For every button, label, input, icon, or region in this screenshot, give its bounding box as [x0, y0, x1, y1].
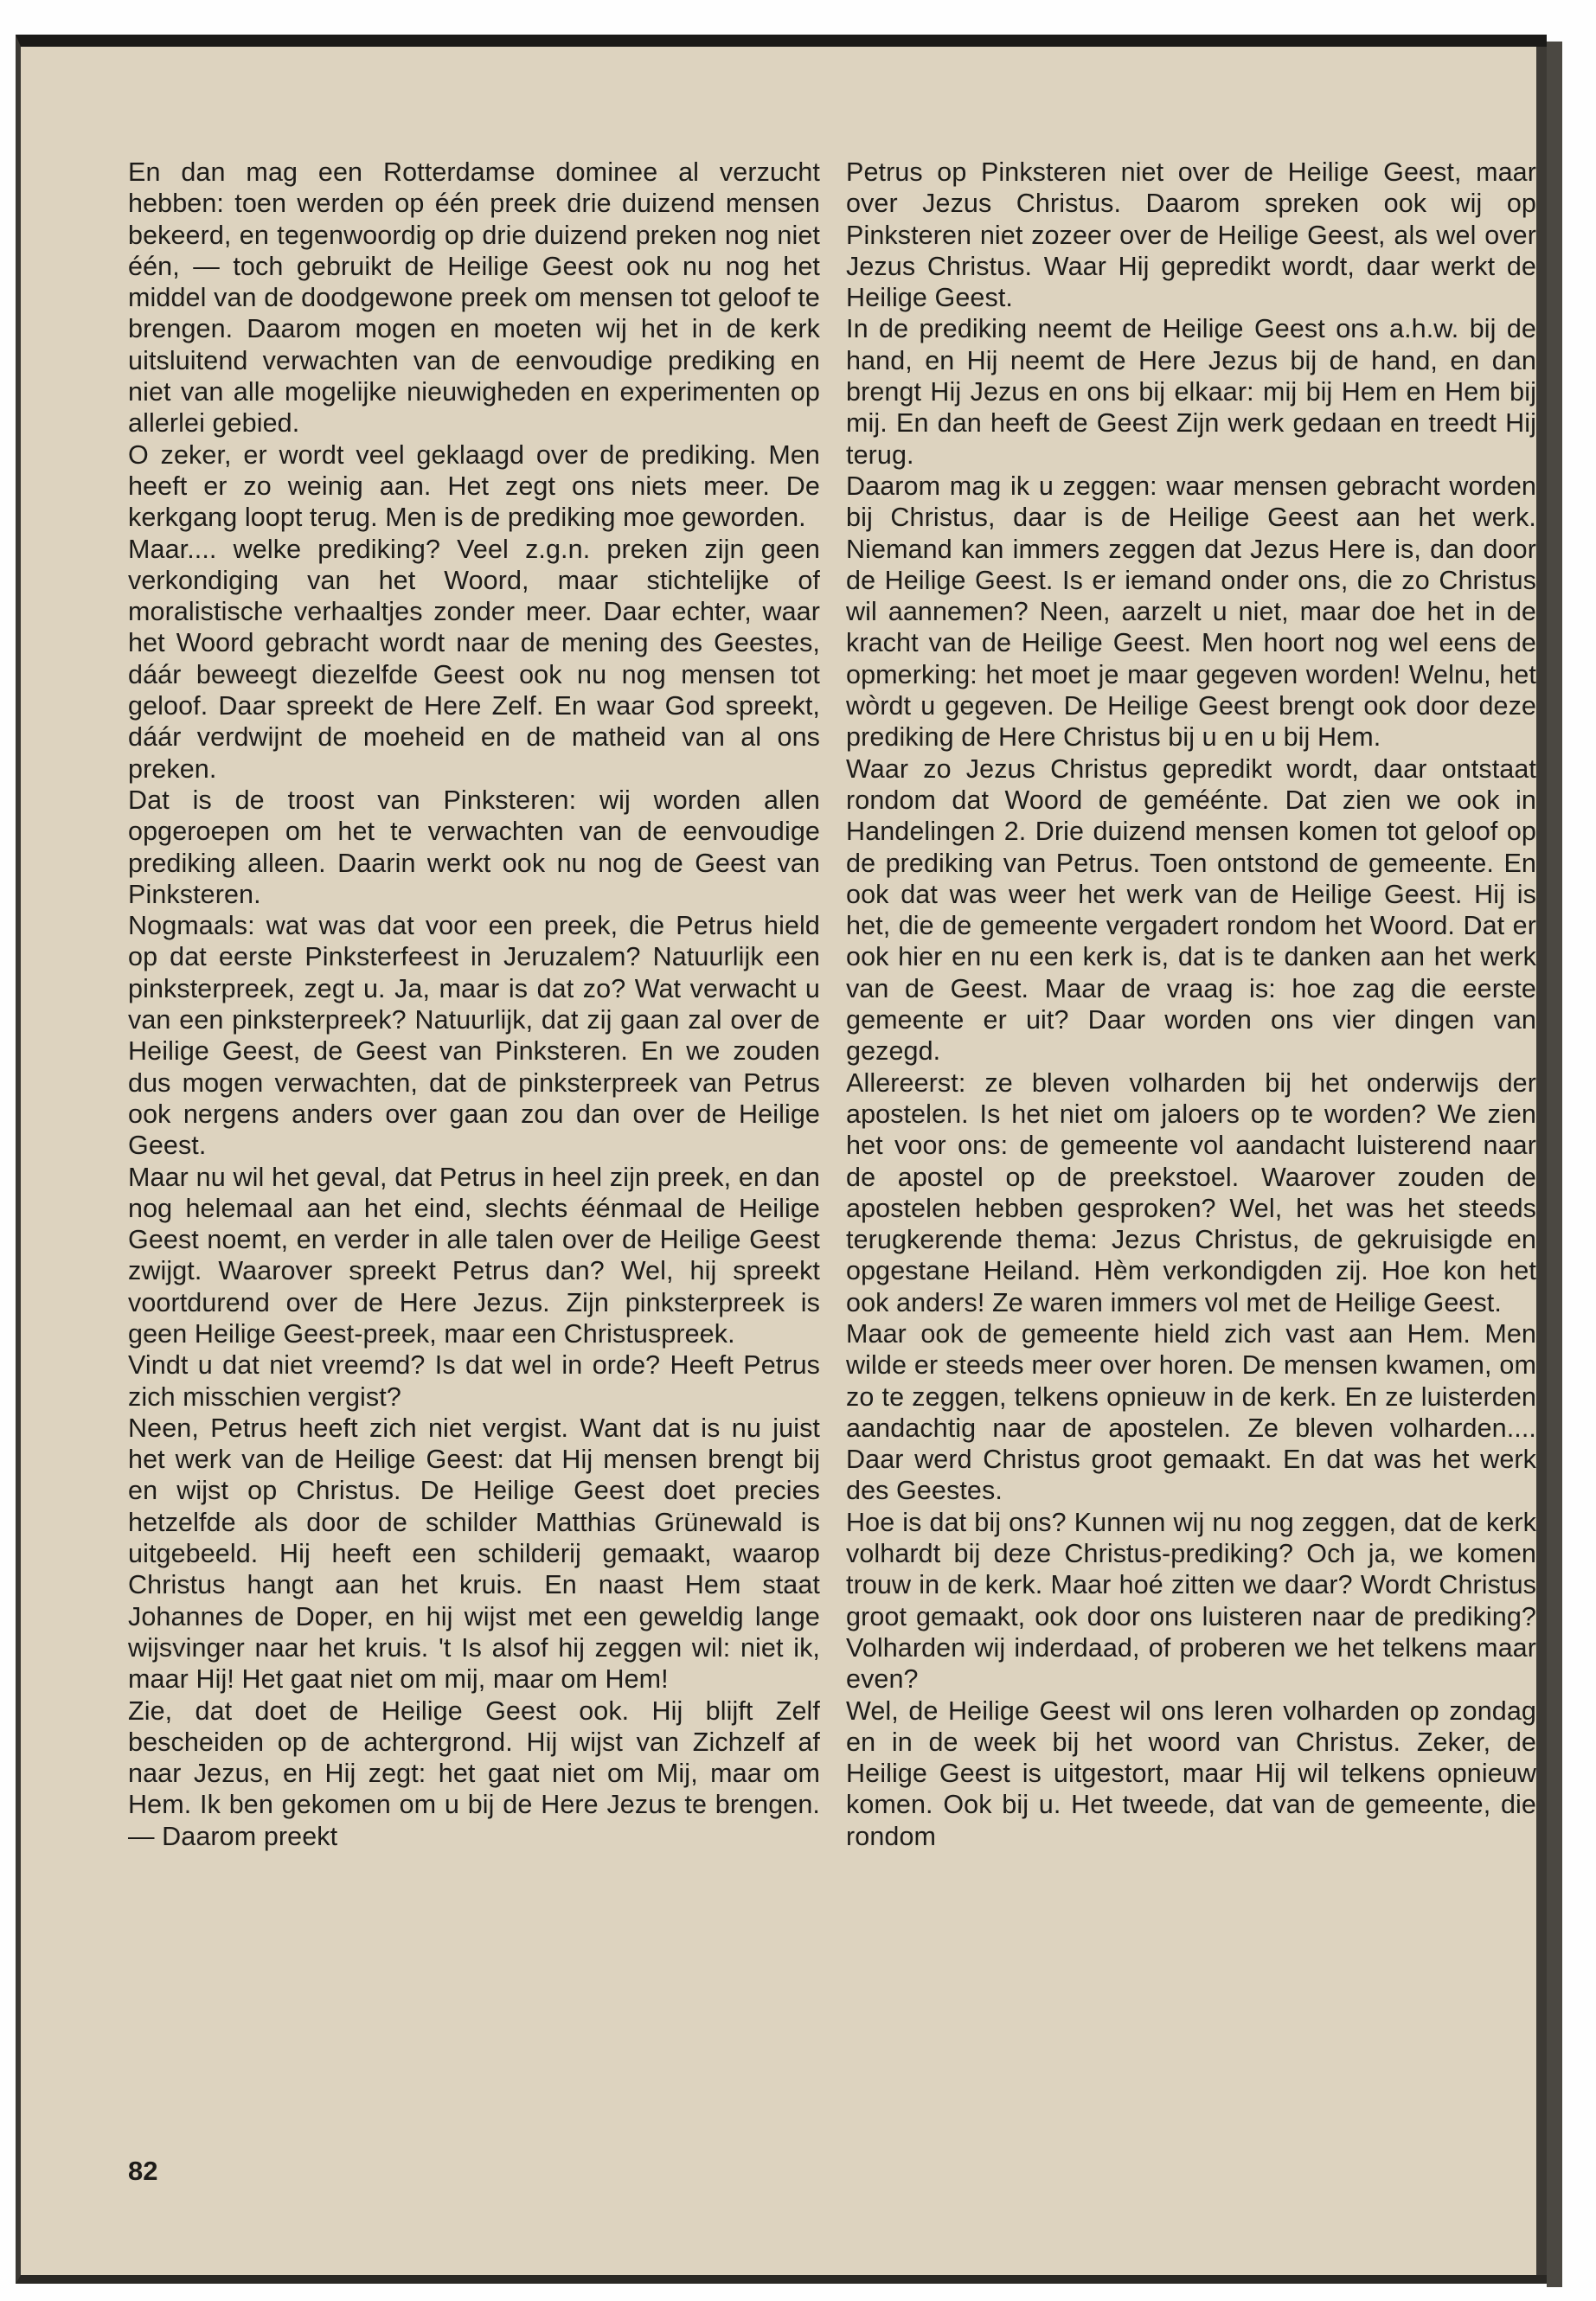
paragraph: Wel, de Heilige Geest wil ons leren volharden op zondag en in de week bij het woord van Christus. Zeker, de Heilige Geest is uitgestort, maar Hij wil telkens opnieuw komen. Ook bij u. Het tweede, dat van de gemeente, die rondom: [846, 1695, 1536, 1851]
paragraph: Waar zo Jezus Christus gepredikt wordt, daar ontstaat rondom dat Woord de geméénte. Dat zien we ook in Handelingen 2. Drie duizend mensen komen tot geloof op de prediking van Petrus. Toen ontstond de gemeente. En ook dat was weer het werk van de Heilige Geest. Hij is het, die de gemeente vergadert rondom het Woord. Dat er ook hier en nu een kerk is, dat is te danken aan het werk van de Geest. Maar de vraag is: hoe zag die eerste gemeente er uit? Daar worden ons vier dingen van gezegd.: [846, 753, 1536, 1067]
paragraph: Petrus op Pinksteren niet over de Heilige Geest, maar over Jezus Christus. Daarom spreken ook wij op Pinksteren niet zozeer over de Heilige Geest, als wel over Jezus Christus. Waar Hij gepredikt wordt, daar werkt de Heilige Geest.: [846, 157, 1536, 313]
right-text-column: [846, 157, 1536, 1852]
paragraph: Neen, Petrus heeft zich niet vergist. Want dat is nu juist het werk van de Heilige Geest: dat Hij mensen brengt bij en wijst op Christus. De Heilige Geest doet precies hetzelfde als door de schilder Matthias Grünewald is uitgebeeld. Hij heeft een schilderij gemaakt, waarop Christus hangt aan het kruis. En naast Hem staat Johannes de Doper, en hij wijst met een geweldig lange wijsvinger naar het kruis. 't Is alsof hij zeggen wil: niet ik, maar Hij! Het gaat niet om mij, maar om Hem!: [128, 1413, 820, 1695]
paragraph: Maar nu wil het geval, dat Petrus in heel zijn preek, en dan nog helemaal aan het eind, slechts éénmaal de Heilige Geest noemt, en verder in alle talen over de Heilige Geest zwijgt. Waarover spreekt Petrus dan? Wel, hij spreekt voortdurend over de Here Jezus. Zijn pinksterpreek is geen Heilige Geest-preek, maar een Christuspreek.: [128, 1162, 820, 1349]
paragraph: Allereerst: ze bleven volharden bij het onderwijs der apostelen. Is het niet om jaloers op te worden? We zien het voor ons: de gemeente vol aandacht luisterend naar de apostel op de preekstoel. Waarover zouden de apostelen hebben gesproken? Wel, het was het steeds terugkerende thema: Jezus Christus, de gekruisigde en opgestane Heiland. Hèm verkondigden zij. Hoe kon het ook anders! Ze waren immers vol met de Heilige Geest.: [846, 1067, 1536, 1317]
paragraph: Vindt u dat niet vreemd? Is dat wel in orde? Heeft Petrus zich misschien vergist?: [128, 1350, 820, 1412]
paragraph: Nogmaals: wat was dat voor een preek, die Petrus hield op dat eerste Pinksterfeest in Jeruzalem? Natuurlijk een pinksterpreek, zegt u. Ja, maar is dat zo? Wat verwacht u van een pinksterpreek? Natuurlijk, dat zij gaan zal over de Heilige Geest, de Geest van Pinksteren. En we zouden dus mogen verwachten, dat de pinksterpreek van Petrus ook nergens anders over gaan zou dan over de Heilige Geest.: [128, 911, 820, 1161]
paragraph: Hoe is dat bij ons? Kunnen wij nu nog zeggen, dat de kerk volhardt bij deze Christus-prediking? Och ja, we komen trouw in de kerk. Maar hoé zitten we daar? Wordt Christus groot gemaakt, ook door ons luisteren naar de prediking? Volharden wij inderdaad, of proberen we het telkens maar even?: [846, 1507, 1536, 1695]
paragraph: In de prediking neemt de Heilige Geest ons a.h.w. bij de hand, en Hij neemt de Here Jezus bij de hand, en dan brengt Hij Jezus en ons bij elkaar: mij bij Hem en Hem bij mij. En dan heeft de Geest Zijn werk gedaan en treedt Hij terug.: [846, 314, 1536, 470]
paragraph: En dan mag een Rotterdamse dominee al verzucht hebben: toen werden op één preek drie duizend mensen bekeerd, en tegenwoordig op drie duizend preken nog niet één, — toch gebruikt de Heilige Geest ook nu nog het middel van de doodgewone preek om mensen tot geloof te brengen. Daarom mogen en moeten wij het in de kerk uitsluitend verwachten van de eenvoudige prediking en niet van alle mogelijke nieuwigheden en experimenten op allerlei gebied.: [128, 157, 820, 439]
book-page: [16, 35, 1547, 2284]
page-edge-shadow: [1536, 47, 1547, 2275]
paragraph: Maar ook de gemeente hield zich vast aan Hem. Men wilde er steeds meer over horen. De mensen kwamen, om zo te zeggen, telkens opnieuw in de kerk. En ze luisterden aandachtig naar de apostelen. Ze bleven volharden.... Daar werd Christus groot gemaakt. En dat was het werk des Geestes.: [846, 1318, 1536, 1506]
paragraph: O zeker, er wordt veel geklaagd over de prediking. Men heeft er zo weinig aan. Het zegt ons niets meer. De kerkgang loopt terug. Men is de prediking moe geworden.: [128, 439, 820, 533]
binding-edge: [1547, 42, 1562, 2287]
paragraph: Daarom mag ik u zeggen: waar mensen gebracht worden bij Christus, daar is de Heilige Geest aan het werk. Niemand kan immers zeggen dat Jezus Here is, dan door de Heilige Geest. Is er iemand onder ons, die zo Christus wil aannemen? Neen, aarzelt u niet, maar doe het in de kracht van de Heilige Geest. Men hoort nog wel eens de opmerking: het moet je maar gegeven worden! Welnu, het wòrdt u gegeven. De Heilige Geest brengt ook door deze prediking de Here Christus bij u en u bij Hem.: [846, 471, 1536, 753]
left-text-column: [128, 157, 820, 1852]
paragraph: Dat is de troost van Pinksteren: wij worden allen opgeroepen om het te verwachten van de eenvoudige prediking alleen. Daarin werkt ook nu nog de Geest van Pinksteren.: [128, 785, 820, 909]
paragraph: Maar.... welke prediking? Veel z.g.n. preken zijn geen verkondiging van het Woord, maar stichtelijke of moralistische verhaaltjes zonder meer. Daar echter, waar het Woord gebracht wordt naar de mening des Geestes, dáár beweegt diezelfde Geest ook nu nog mensen tot geloof. Daar spreekt de Here Zelf. En waar God spreekt, dáár verdwijnt de moeheid en de matheid van al ons preken.: [128, 534, 820, 784]
paragraph: Zie, dat doet de Heilige Geest ook. Hij blijft Zelf bescheiden op de achtergrond. Hij wijst van Zichzelf af naar Jezus, en Hij zegt: het gaat niet om Mij, maar om Hem. Ik ben gekomen om u bij de Here Jezus te brengen. — Daarom preekt: [128, 1695, 820, 1851]
page-number: 82: [128, 2156, 158, 2186]
